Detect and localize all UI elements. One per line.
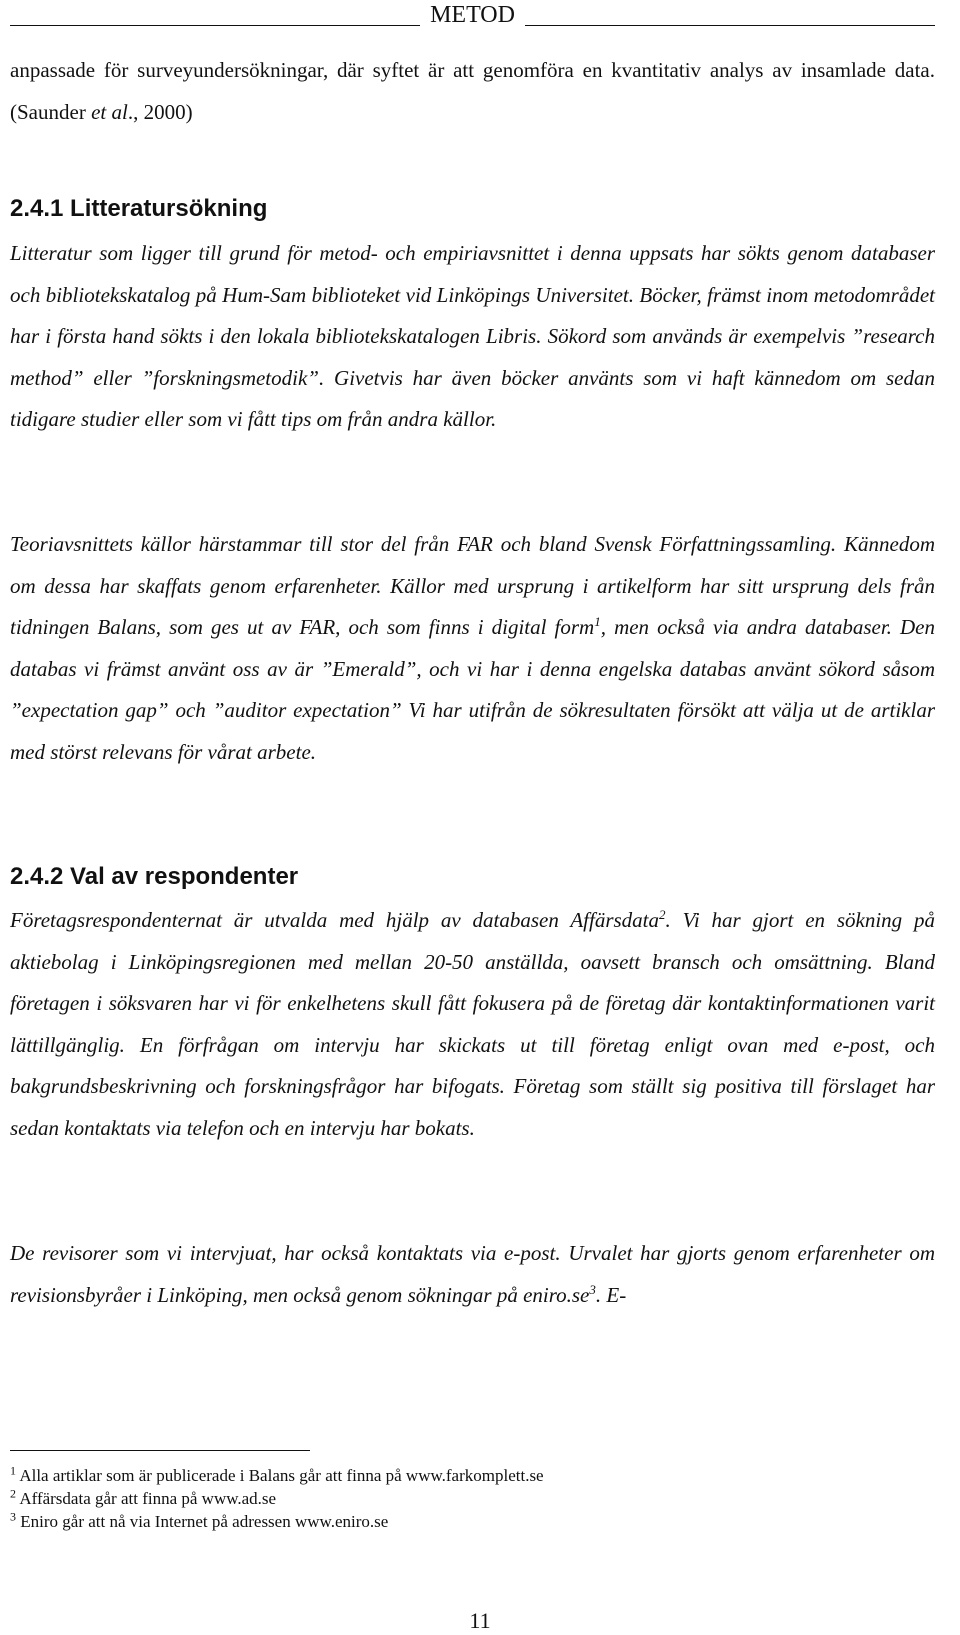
header-rule-left	[10, 25, 420, 26]
footnote-item	[10, 1510, 544, 1533]
footnote-number: 3	[10, 1509, 16, 1524]
section-heading-respondenter: 2.4.2 Val av respondenter	[10, 863, 299, 890]
litteratur-p2-text-b: , men också via andra databaser. Den databas vi främst använt oss av är ”Emerald”, och vi har i denna engelska databas använt sökord såsom ”expectation gap” och ”auditor expectation” Vi har utifrån de sökresultaten försökt att välja ut de artiklar med störst relevans för vårat arbete.	[10, 615, 936, 764]
page-number: 11	[469, 1608, 491, 1633]
header-title: METOD	[430, 2, 515, 28]
intro-paragraph	[10, 50, 935, 133]
footnote-item	[10, 1464, 544, 1487]
header-rule-right	[525, 25, 935, 26]
intro-text: anpassade för surveyundersökningar, där syftet är att genomföra en kvantitativ analys av insamlade data. (Saunder	[10, 58, 935, 124]
section-heading-litteratursokning: 2.4.1 Litteratursökning	[10, 195, 268, 222]
footnote-text: Eniro går att nå via Internet på adressen www.eniro.se	[20, 1512, 389, 1531]
footnote-ref-3: 3	[589, 1281, 596, 1297]
litteratur-p2-text-a: Teoriavsnittets källor härstammar till stor del från FAR och bland Svensk Författningssamling. Kännedom om dessa har skaffats genom erfarenheter. Källor med ursprung i artikelform har sitt ursprung dels från tidningen Balans, som ges ut av FAR, och som finns i digital form	[10, 532, 935, 639]
footnotes	[10, 1464, 544, 1533]
respondenter-p1-text-a: Företagsrespondenternat är utvalda med hjälp av databasen Affärsdata	[10, 908, 659, 932]
respondenter-p2-text-a: De revisorer som vi intervjuat, har också kontaktats via e-post. Urvalet har gjorts genom erfarenheter om revisionsbyråer i Linköping, men också genom sökningar på eniro.se	[10, 1241, 935, 1307]
litteratur-paragraph-2	[10, 524, 935, 773]
footnote-text: Alla artiklar som är publicerade i Balans går att finna på www.farkomplett.se	[19, 1466, 544, 1485]
intro-citation-end: ., 2000)	[127, 99, 193, 124]
respondenter-p1-text-b: . Vi har gjort en sökning på aktiebolag i Linköpingsregionen med mellan 20-50 anställda, oavsett bransch och omsättning. Bland företagen i söksvaren har vi för enkelhetens skull fått fokusera på de företag där kontaktinformationen varit lättillgänglig. En förfrågan om intervju har skickats ut till företag enligt ovan med e-post, och bakgrundsbeskrivning och forskningsfrågor har bifogats. Företag som ställt sig positiva till förslaget har sedan kontaktats via telefon och en intervju har bokats.	[10, 908, 935, 1140]
intro-etal: et al	[91, 99, 128, 124]
footnote-item	[10, 1487, 544, 1510]
footnote-ref-1: 1	[594, 614, 601, 629]
respondenter-p2-text-b: . E-	[595, 1282, 627, 1307]
footnote-number: 2	[10, 1486, 16, 1501]
footnote-text: Affärsdata går att finna på www.ad.se	[19, 1489, 277, 1508]
page-header	[10, 0, 935, 30]
litteratur-paragraph-1: Litteratur som ligger till grund för metod- och empiriavsnittet i denna uppsats har sökts genom databaser och bibliotekskatalog på Hum-Sam biblioteket vid Linköpings Universitet. Böcker, främst inom metodområdet har i första hand sökts i den lokala bibliotekskatalogen Libris. Sökord som används är exempelvis ”research method” eller ”forskningsmetodik”. Givetvis har även böcker använts som vi haft kännedom om sedan tidigare studier eller som vi fått tips om från andra källor.	[10, 241, 935, 431]
footnote-divider	[10, 1450, 310, 1451]
respondenter-paragraph-1	[10, 900, 935, 1149]
footnote-ref-2: 2	[659, 907, 666, 922]
respondenter-paragraph-2	[10, 1233, 935, 1316]
footnote-number: 1	[10, 1463, 16, 1478]
